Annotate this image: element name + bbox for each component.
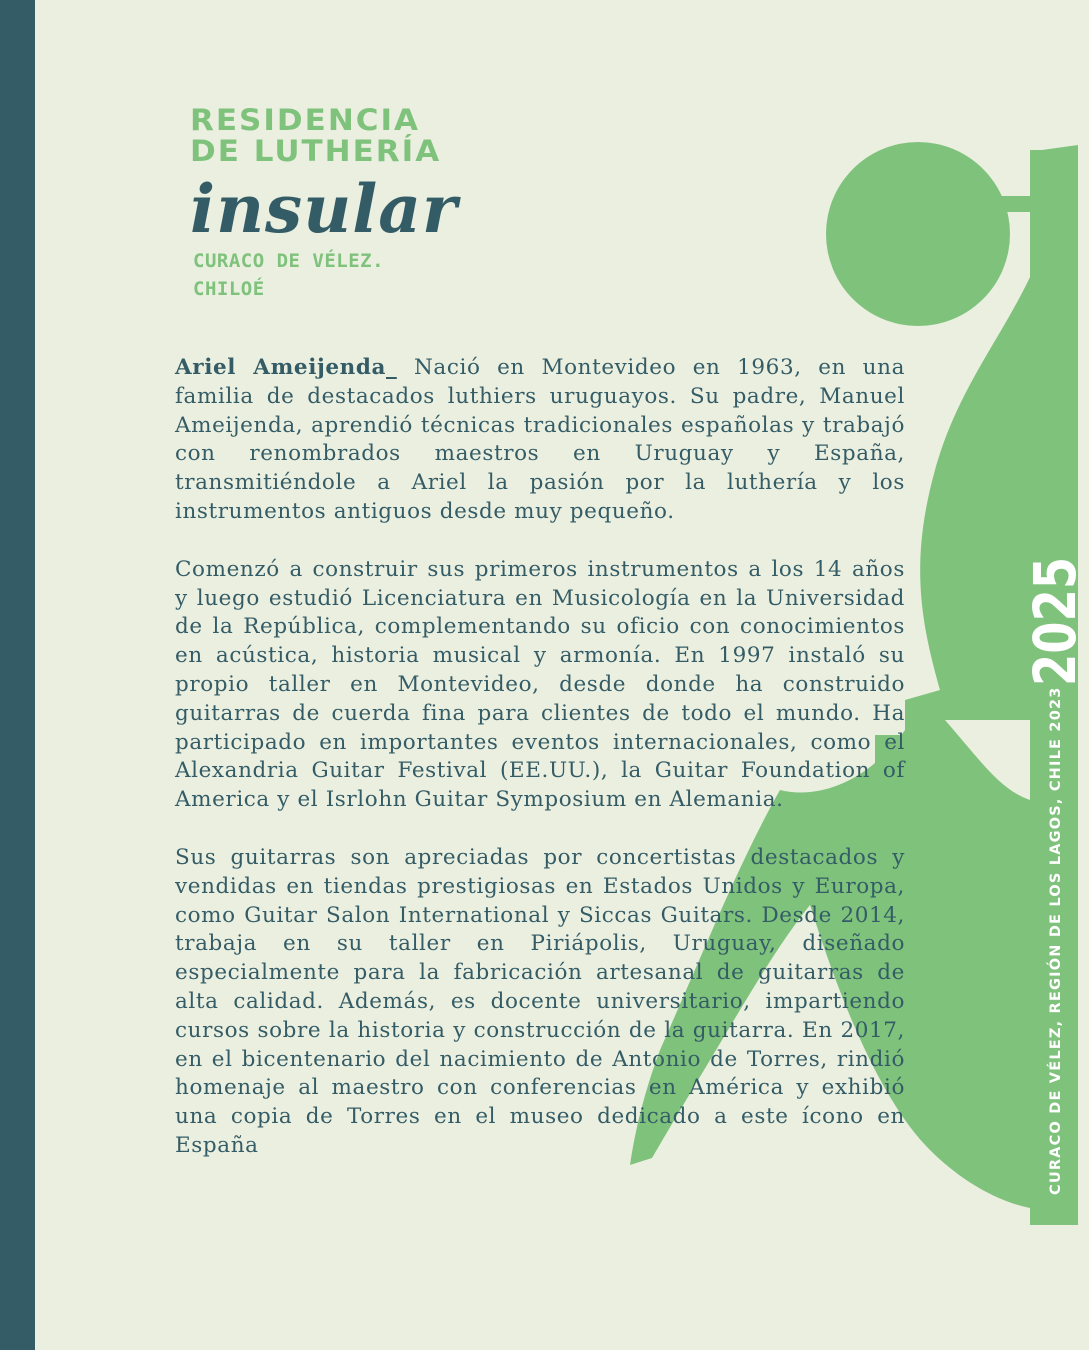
logo-script-insular: insular (190, 170, 458, 248)
artist-name: Ariel Ameijenda_ (175, 355, 398, 380)
location-caption: CURACO DE VÉLEZ, REGIÓN DE LOS LAGOS, CHILE 2023 (1048, 686, 1064, 1195)
year-text: 2025 (1021, 556, 1089, 686)
bio-paragraph-1-text: Nació en Montevideo en 1963, en una familia de destacados luthiers uruguayos. Su padre, Manuel Ameijenda, aprendió técnicas tradicionales españolas y trabajó con renombrados maestros en Uruguay y España, transmitiéndole a Ariel la pasión por la luthería y los instrumentos antiguos desde muy pequeño. (175, 355, 905, 524)
residency-logo (190, 103, 458, 300)
bio-paragraph-2: Comenzó a construir sus primeros instrumentos a los 14 años y luego estudió Licenciatura en Musicología en la Universidad de la República, complementando su oficio con conocimientos en acústica, historia musical y armonía. En 1997 instaló su propio taller en Montevideo, desde donde ha construido guitarras de cuerda fina para clientes de todo el mundo. Ha participado en importantes eventos internacionales, como el Alexandria Guitar Festival (EE.UU.), la Guitar Foundation of America y el Isrlohn Guitar Symposium en Alemania. (175, 556, 905, 813)
bio-paragraph-3: Sus guitarras son apreciadas por concertistas destacados y vendidas en tiendas prestigiosas en Estados Unidos y Europa, como Guitar Salon International y Siccas Guitars. Desde 2014, trabaja en su taller en Piriápolis, Uruguay, diseñado especialmente para la fabricación artesanal de guitarras de alta calidad. Además, es docente universitario, impartiendo cursos sobre la historia y construcción de la guitarra. En 2017, en el bicentenario del nacimiento de Antonio de Torres, rindió homenaje al maestro con conferencias en América y exhibió una copia de Torres en el museo dedicado a este ícono en España (175, 844, 905, 1158)
logo-place-curaco: CURACO DE VÉLEZ. (193, 250, 385, 272)
strip-top-notch (1042, 145, 1078, 160)
biography-text (175, 354, 905, 1190)
year-label (1021, 525, 1089, 686)
bio-paragraph-1 (175, 354, 905, 527)
logo-place-chiloe: CHILOÉ (193, 278, 265, 300)
logo-line-lutheria: DE LUTHERÍA (190, 134, 442, 169)
logo-line-residencia: RESIDENCIA (190, 103, 421, 138)
scroll-circle (826, 142, 1010, 326)
scroll-connector (990, 196, 1042, 212)
